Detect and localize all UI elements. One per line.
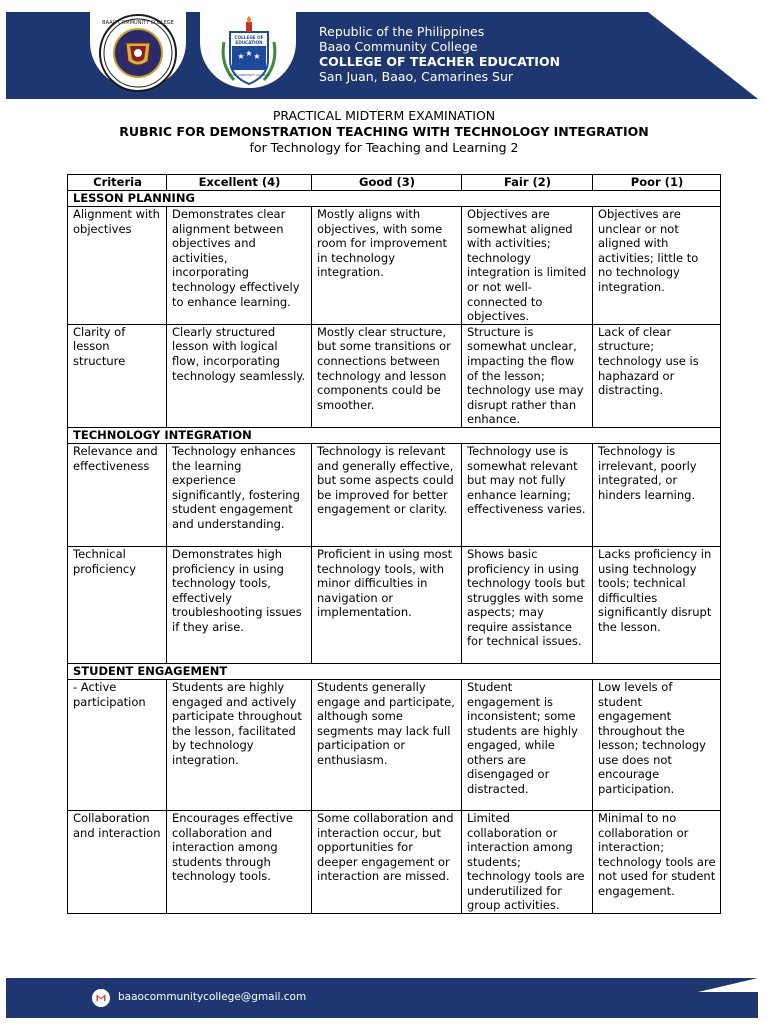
rubric-title: RUBRIC FOR DEMONSTRATION TEACHING WITH TECHNOLOGY INTEGRATION [119, 124, 649, 139]
cell-good: Proficient in using most technology tools, with minor difficulties in navigation or implementation. [312, 546, 462, 663]
section-title-student-engagement: STUDENT ENGAGEMENT [68, 663, 721, 679]
document-titles [0, 108, 768, 156]
seal1-text: BAAO COMMUNITY COLLEGE [102, 20, 174, 26]
cell-good: Students generally engage and participate, although some segments may lack full participation or enthusiasm. [312, 679, 462, 810]
cell-fair: Structure is somewhat unclear, impacting the flow of the lesson; technology use may disrupt rather than enhance. [462, 324, 593, 427]
cell-good: Some collaboration and interaction occur, but opportunities for deeper engagement or interaction are missed. [312, 810, 462, 913]
table-row [68, 324, 721, 427]
cell-criteria: Technical proficiency [68, 546, 167, 663]
cell-fair: Student engagement is inconsistent; some students are highly engaged, while others are disengaged or distracted. [462, 679, 593, 810]
footer-email[interactable]: baaocommunitycollege@gmail.com [118, 991, 307, 1003]
header-corner-accent [648, 12, 758, 99]
cell-good: Mostly clear structure, but some transitions or connections between technology and lesson components could be smoother. [312, 324, 462, 427]
college-of-education-logo [210, 14, 288, 92]
cell-poor: Minimal to no collaboration or interaction; technology tools are not used for student engagement. [593, 810, 721, 913]
cell-poor: Technology is irrelevant, poorly integrated, or hinders learning. [593, 443, 721, 546]
section-row [68, 191, 721, 207]
header-excellent: Excellent (4) [167, 175, 312, 191]
table-header-row [68, 175, 721, 191]
footer-corner-accent [698, 978, 758, 992]
cell-criteria: Relevance and effectiveness [68, 443, 167, 546]
section-title-technology-integration: TECHNOLOGY INTEGRATION [68, 427, 721, 443]
header-criteria: Criteria [68, 175, 167, 191]
header-line-department: COLLEGE OF TEACHER EDUCATION [319, 54, 561, 69]
svg-text:★: ★ [237, 52, 245, 61]
cell-good: Technology is relevant and generally effective, but some aspects could be improved for better engagement or clarity. [312, 443, 462, 546]
cell-poor: Low levels of student engagement throughout the lesson; technology use does not encourage participation. [593, 679, 721, 810]
section-title-lesson-planning: LESSON PLANNING [68, 191, 721, 207]
header-line-republic: Republic of the Philippines [319, 24, 485, 39]
header-good: Good (3) [312, 175, 462, 191]
cell-criteria: Clarity of lesson structure [68, 324, 167, 427]
cell-criteria: - Active participation [68, 679, 167, 810]
cell-good: Mostly aligns with objectives, with some room for improvement in technology integration. [312, 207, 462, 325]
svg-text:★: ★ [253, 52, 261, 61]
cell-excellent: Demonstrates high proficiency in using technology tools, effectively troubleshooting issues if they arise. [167, 546, 312, 663]
cell-fair: Technology use is somewhat relevant but may not fully enhance learning; effectiveness varies. [462, 443, 593, 546]
seal2-text-mid: EDUCATION [235, 40, 263, 45]
table-row [68, 810, 721, 913]
table-row [68, 679, 721, 810]
cell-criteria: Collaboration and interaction [68, 810, 167, 913]
cell-excellent: Encourages effective collaboration and interaction among students through technology tools. [167, 810, 312, 913]
header-line-address: San Juan, Baao, Camarines Sur [319, 69, 514, 84]
header-fair: Fair (2) [462, 175, 593, 191]
college-seal-logo [98, 13, 178, 93]
exam-title: PRACTICAL MIDTERM EXAMINATION [272, 108, 496, 123]
cell-poor: Objectives are unclear or not aligned with activities; little to no technology integration. [593, 207, 721, 325]
cell-excellent: Demonstrates clear alignment between objectives and activities, incorporating technology effectively to enhance learning. [167, 207, 312, 325]
table-row [68, 546, 721, 663]
header-text-block [319, 24, 560, 84]
rubric-subtitle: for Technology for Teaching and Learning 2 [249, 140, 519, 155]
table-row [68, 443, 721, 546]
cell-fair: Limited collaboration or interaction among students; technology tools are underutilized for group activities. [462, 810, 593, 913]
cell-poor: Lacks proficiency in using technology tools; technical difficulties significantly disrupt the lesson. [593, 546, 721, 663]
cell-criteria: Alignment with objectives [68, 207, 167, 325]
rubric-table [67, 174, 721, 914]
table-row [68, 207, 721, 325]
cell-excellent: Students are highly engaged and actively participate throughout the lesson, facilitated by technology integration. [167, 679, 312, 810]
cell-excellent: Technology enhances the learning experience significantly, fostering student engagement and understanding. [167, 443, 312, 546]
header-poor: Poor (1) [593, 175, 721, 191]
mail-icon [92, 989, 110, 1007]
section-row [68, 427, 721, 443]
svg-text:★: ★ [245, 49, 253, 58]
header-line-college: Baao Community College [319, 39, 478, 54]
seal2-text-bottom: BAAO COMMUNITY COLLEGE [228, 73, 270, 77]
section-row [68, 663, 721, 679]
cell-poor: Lack of clear structure; technology use is haphazard or distracting. [593, 324, 721, 427]
cell-excellent: Clearly structured lesson with logical flow, incorporating technology seamlessly. [167, 324, 312, 427]
cell-fair: Objectives are somewhat aligned with activities; technology integration is limited or not well-connected to objectives. [462, 207, 593, 325]
cell-fair: Shows basic proficiency in using technology tools but struggles with some aspects; may require assistance for technical issues. [462, 546, 593, 663]
seal2-text-top: COLLEGE OF [234, 35, 264, 40]
